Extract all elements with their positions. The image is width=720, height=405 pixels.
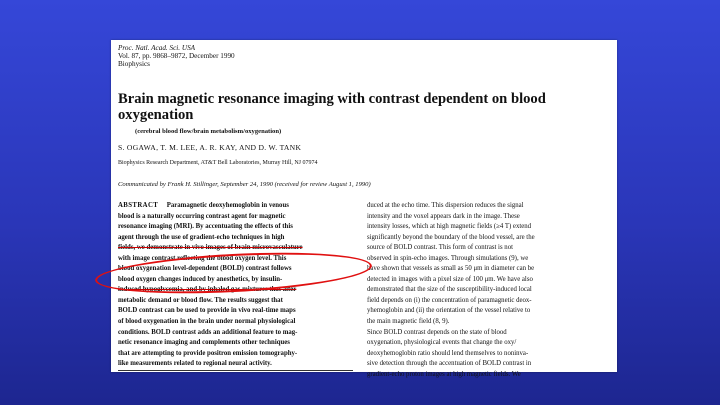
body-line: demonstrated that the size of the susceptibility-induced local <box>367 286 532 294</box>
keywords: (cerebral blood flow/brain metabolism/oxygenation) <box>135 128 282 135</box>
abstract-line: blood is a naturally occurring contrast agent for magnetic <box>118 212 286 220</box>
body-line: field depends on (i) the concentration of paramagnetic deox- <box>367 296 532 304</box>
abstract-label: ABSTRACT <box>118 202 159 209</box>
abstract-line: agent through the use of gradient-echo techniques in high <box>118 233 285 241</box>
abstract-line: metabolic demand or blood flow. The results suggest that <box>118 296 283 304</box>
communicated-by: Communicated by Frank H. Stillinger, September 24, 1990 (received for review August 1, 1990) <box>118 181 371 188</box>
body-line: detected in images with a pixel size of 100 μm. We have also <box>367 275 533 283</box>
body-line: duced at the echo time. This dispersion reduces the signal <box>367 202 524 209</box>
body-line: observed in spin-echo images. Through simulations (9), we <box>367 254 529 262</box>
abstract-line: netic resonance imaging and complements other techniques <box>118 339 290 347</box>
body-column <box>367 201 611 380</box>
body-line: intensity losses, which at high magnetic fields (≥4 T) extend <box>367 223 532 231</box>
abstract-text: Paramagnetic deoxyhemoglobin in venous <box>166 202 289 209</box>
affiliation: Biophysics Research Department, AT&T Bell Laboratories, Murray Hill, NJ 07974 <box>118 160 318 166</box>
abstract-line: of blood oxygenation in the brain under normal physiological <box>118 318 296 326</box>
authors: S. OGAWA, T. M. LEE, A. R. KAY, AND D. W. TANK <box>118 143 302 152</box>
body-line: oxygenation, physiological events that change the oxy/ <box>367 339 517 347</box>
body-line: deoxyhemoglobin ratio should lend themselves to noninva- <box>367 349 529 357</box>
abstract-line: blood oxygenation level-dependent (BOLD) contrast follows <box>118 265 292 273</box>
abstract-line: with image contrast reflecting the blood oxygen level. This <box>118 254 287 262</box>
abstract-line: induced hypoglycemia, and by inhaled gas mixtures that alter <box>118 286 297 294</box>
body-line: yhemoglobin and (ii) the orientation of the vessel relative to <box>367 307 531 315</box>
abstract-line: like measurements related to regional neural activity. <box>118 360 272 368</box>
abstract-line <box>118 201 353 212</box>
abstract-line: BOLD contrast can be used to provide in vivo real-time maps <box>118 307 296 315</box>
journal-section: Biophysics <box>118 60 150 68</box>
journal-name: Proc. Natl. Acad. Sci. USA <box>118 44 196 52</box>
body-line: Since BOLD contrast depends on the state of blood <box>367 328 507 336</box>
body-line: have shown that vessels as small as 50 μm in diameter can be <box>367 265 535 273</box>
body-line: significantly beyond the boundary of the blood vessel, are the <box>367 233 535 241</box>
body-line: intensity and the voxel appears dark in the image. These <box>367 212 520 220</box>
body-line: source of BOLD contrast. This form of contrast is not <box>367 244 513 252</box>
paper-page <box>111 40 617 378</box>
abstract-line: fields, we demonstrate in vivo images of brain microvasculature <box>118 244 303 252</box>
journal-volume: Vol. 87, pp. 9868–9872, December 1990 <box>118 52 235 60</box>
abstract-line: blood oxygen changes induced by anesthetics, by insulin- <box>118 275 283 283</box>
body-line: the main magnetic field (8, 9). <box>367 318 450 326</box>
abstract-line: that are attempting to provide positron emission tomography- <box>118 349 298 357</box>
abstract-line: conditions. BOLD contrast adds an additional feature to mag- <box>118 328 298 336</box>
column-rule <box>118 370 353 371</box>
abstract-line: resonance imaging (MRI). By accentuating the effects of this <box>118 223 293 231</box>
journal-header <box>118 44 235 68</box>
body-line: gradient-echo proton images at high magnetic fields. We <box>367 370 521 378</box>
paper-title: Brain magnetic resonance imaging with contrast dependent on blood oxygenation <box>118 91 546 123</box>
body-line: sive detection through the accentuation of BOLD contrast in <box>367 360 532 368</box>
